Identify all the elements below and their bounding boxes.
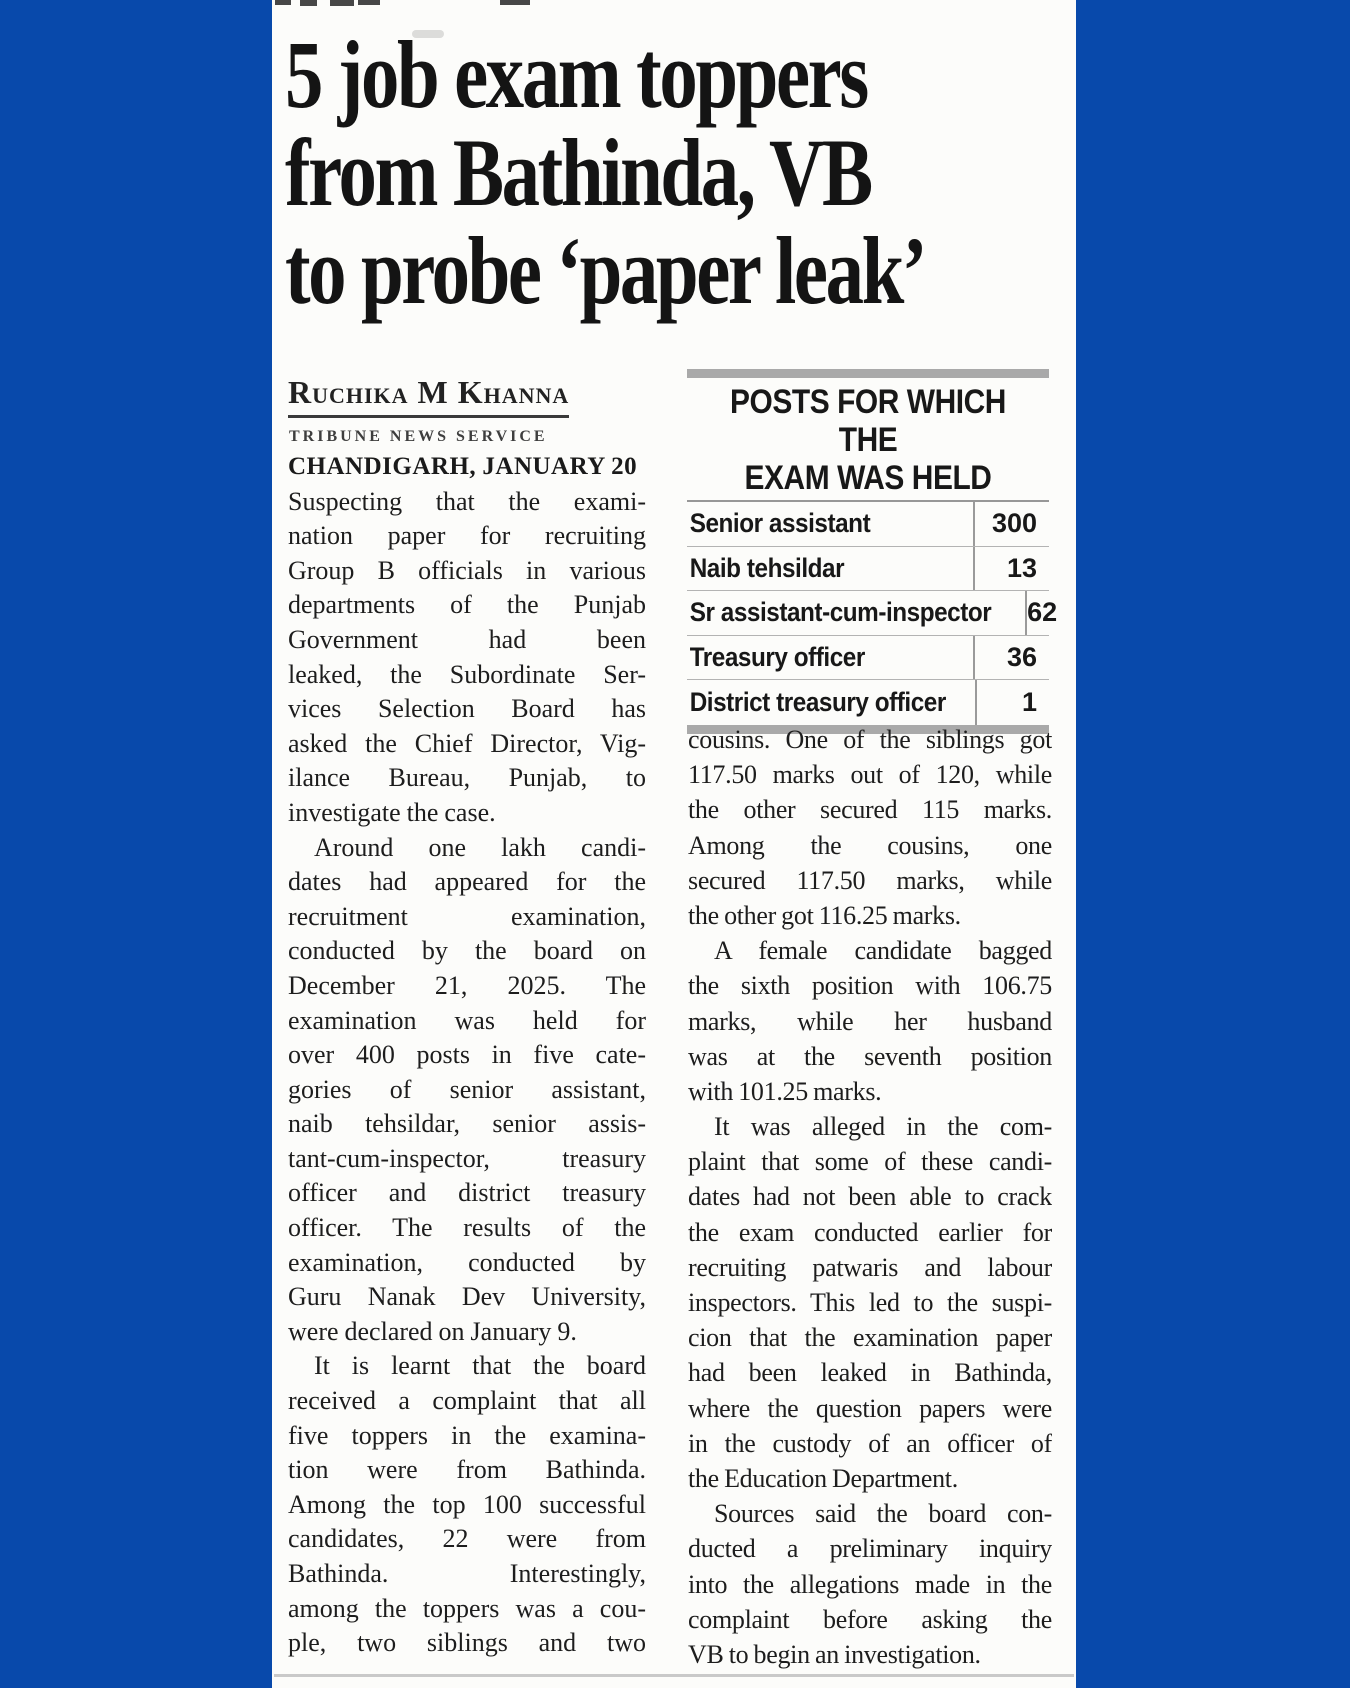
- text-line: ducted a preliminary inquiry: [688, 1534, 1052, 1564]
- paragraph: [688, 1109, 1052, 1496]
- text-line: into the allegations made in the: [688, 1569, 1052, 1599]
- text-line: nation paper for recruiting: [288, 521, 646, 551]
- text-line: plaint that some of these candi-: [688, 1147, 1052, 1177]
- byline-agency: TRIBUNE NEWS SERVICE: [289, 428, 548, 445]
- table-row: [687, 680, 1049, 725]
- text-line: officer. The results of the: [288, 1213, 646, 1243]
- text-line: vices Selection Board has: [288, 694, 646, 724]
- text-line: the sixth position with 106.75: [688, 971, 1052, 1001]
- text-line: the Education Department.: [688, 1463, 958, 1493]
- text-line: the other secured 115 marks.: [688, 795, 1052, 825]
- table-row-label: Treasury officer: [689, 642, 865, 673]
- text-line: complaint before asking the: [688, 1604, 1052, 1634]
- text-line: among the toppers was a cou-: [288, 1593, 646, 1623]
- text-line: investigate the case.: [288, 797, 496, 827]
- text-line: secured 117.50 marks, while: [688, 865, 1052, 895]
- table-rows: [687, 500, 1058, 725]
- text-line: inspectors. This led to the suspi-: [688, 1288, 1052, 1317]
- text-line: five toppers in the examina-: [288, 1420, 646, 1450]
- table-row: [687, 636, 1049, 681]
- cropped-text-fragment: [330, 0, 354, 6]
- text-line: tion were from Bathinda.: [288, 1455, 646, 1485]
- article-column-left: [288, 450, 646, 1661]
- table-row-label: Sr assistant-cum-inspector: [689, 597, 992, 628]
- table-title-line: POSTS FOR WHICH THE: [730, 383, 1006, 459]
- text-line: Government had been: [288, 624, 646, 654]
- text-line: over 400 posts in five cate-: [288, 1040, 646, 1070]
- text-line: Bathinda. Interestingly,: [288, 1559, 646, 1588]
- text-line: had been leaked in Bathinda,: [688, 1358, 1052, 1388]
- text-line: 117.50 marks out of 120, while: [688, 760, 1052, 790]
- text-line: the exam conducted earlier for: [688, 1217, 1052, 1247]
- text-line: in the custody of an officer of: [688, 1428, 1052, 1458]
- cropped-text-fragment: [300, 0, 317, 6]
- text-line: marks, while her husband: [688, 1006, 1052, 1036]
- headline-line: from Bathinda, VB: [285, 119, 871, 226]
- text-line: leaked, the Subordinate Ser-: [288, 659, 646, 689]
- text-line: recruiting patwaris and labour: [688, 1252, 1052, 1282]
- text-line: cousins. One of the siblings got: [688, 725, 1052, 754]
- paragraph: [688, 933, 1052, 1109]
- text-line: conducted by the board on: [288, 936, 646, 966]
- text-line: December 21, 2025. The: [288, 970, 646, 1000]
- table-row: [687, 502, 1049, 547]
- text-line: examination, conducted by: [288, 1247, 646, 1277]
- table-row-label: Senior assistant: [689, 508, 871, 539]
- text-line: dates had appeared for the: [288, 867, 646, 897]
- table-row: [687, 547, 1049, 592]
- table-row-label: District treasury officer: [689, 687, 946, 718]
- newspaper-clipping: [272, 0, 1076, 1688]
- text-line: was at the seventh position: [688, 1041, 1052, 1071]
- text-line: tant-cum-inspector, treasury: [288, 1143, 646, 1173]
- paragraph: [688, 1496, 1052, 1672]
- text-line: ilance Bureau, Punjab, to: [288, 763, 646, 793]
- headline-line: to probe ‘paper leak’: [285, 217, 926, 324]
- text-line: with 101.25 marks.: [688, 1076, 882, 1106]
- text-line: where the question papers were: [688, 1393, 1052, 1423]
- text-line: dates had not been able to crack: [688, 1182, 1052, 1212]
- text-line: recruitment examination,: [288, 901, 646, 931]
- text-line: Around one lakh candi-: [314, 832, 646, 862]
- cropped-text-fragment: [500, 0, 530, 5]
- paragraph: [688, 722, 1052, 933]
- text-line: VB to begin an investigation.: [688, 1639, 981, 1669]
- headline: [285, 21, 1076, 324]
- byline-author: Ruchika M Khanna: [288, 374, 569, 418]
- text-line: Group B officials in various: [288, 555, 646, 585]
- table-row-value: 13: [973, 547, 1049, 591]
- text-line: naib tehsildar, senior assis-: [288, 1109, 646, 1139]
- paragraph: [288, 1349, 646, 1660]
- table-row: [687, 591, 1058, 636]
- text-line: asked the Chief Director, Vig-: [288, 728, 646, 758]
- dateline: CHANDIGARH, JANUARY 20: [288, 453, 638, 480]
- headline-line: 5 job exam toppers: [285, 21, 867, 128]
- text-line: Suspecting that the exami-: [288, 486, 646, 516]
- text-line: It was alleged in the com-: [714, 1112, 1052, 1142]
- text-line: departments of the Punjab: [288, 590, 646, 620]
- text-line: Guru Nanak Dev University,: [288, 1282, 646, 1312]
- text-line: received a complaint that all: [288, 1386, 646, 1416]
- text-line: the other got 116.25 marks.: [688, 900, 961, 930]
- text-line: officer and district treasury: [288, 1178, 646, 1208]
- text-line: It is learnt that the board: [314, 1351, 646, 1381]
- text-line: examination was held for: [288, 1005, 646, 1035]
- table-row-value: 36: [973, 636, 1049, 680]
- paragraph: [288, 831, 646, 1350]
- table-row-value: 1: [975, 680, 1049, 725]
- table-title-line: EXAM WAS HELD: [744, 459, 992, 497]
- posts-table: [687, 369, 1058, 734]
- text-line: Sources said the board con-: [714, 1499, 1052, 1529]
- table-row-label: Naib tehsildar: [689, 552, 845, 583]
- left-column-paragraphs: [288, 485, 646, 1661]
- text-line: ple, two siblings and two: [288, 1628, 646, 1658]
- table-row-value: 62: [1025, 591, 1069, 635]
- table-title: [687, 378, 1049, 500]
- text-line: were declared on January 9.: [288, 1316, 577, 1346]
- cropped-text-fragment: [358, 0, 380, 5]
- paragraph: [288, 485, 646, 831]
- text-line: Among the cousins, one: [688, 830, 1052, 860]
- text-line: candidates, 22 were from: [288, 1524, 646, 1554]
- table-row-value: 300: [973, 502, 1049, 546]
- cropped-text-fragment: [275, 0, 291, 5]
- text-line: gories of senior assistant,: [288, 1074, 646, 1104]
- text-line: A female candidate bagged: [714, 936, 1052, 966]
- text-line: cion that the examination paper: [688, 1323, 1052, 1353]
- article-column-right: [688, 722, 1052, 1672]
- bottom-rule: [274, 1674, 1074, 1677]
- text-line: Among the top 100 successful: [288, 1489, 646, 1519]
- table-top-rule: [687, 369, 1049, 378]
